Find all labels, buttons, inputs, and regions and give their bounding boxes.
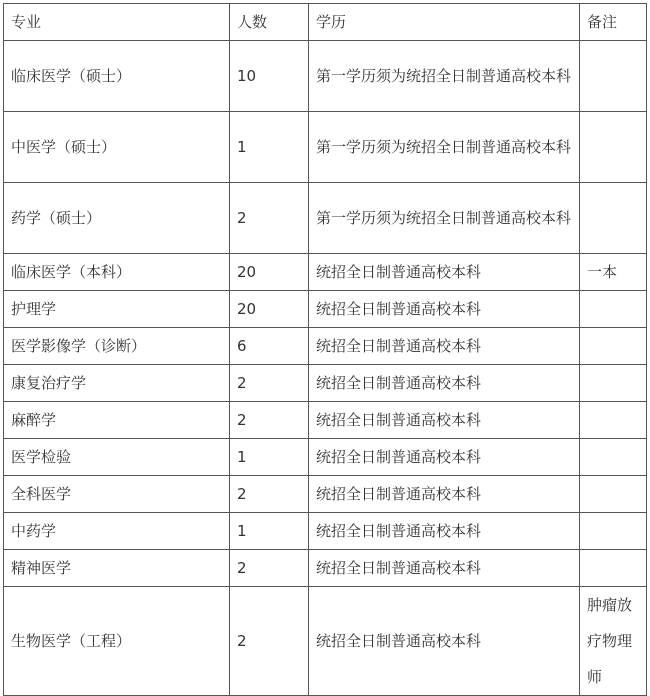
cell-education: 统招全日制普通高校本科 [309,587,580,696]
cell-major: 生物医学（工程） [4,587,230,696]
cell-count: 1 [230,439,309,476]
cell-education: 统招全日制普通高校本科 [309,291,580,328]
cell-count: 6 [230,328,309,365]
cell-remark [580,112,647,183]
cell-count: 2 [230,550,309,587]
cell-count: 2 [230,402,309,439]
cell-education: 统招全日制普通高校本科 [309,439,580,476]
cell-major: 临床医学（硕士） [4,41,230,112]
cell-count: 1 [230,513,309,550]
header-major: 专业 [4,4,230,41]
cell-count: 2 [230,183,309,254]
cell-count: 1 [230,112,309,183]
cell-major: 精神医学 [4,550,230,587]
cell-count: 2 [230,476,309,513]
table-row [4,112,647,183]
table-row [4,439,647,476]
cell-count: 20 [230,254,309,291]
header-education: 学历 [309,4,580,41]
cell-major: 全科医学 [4,476,230,513]
cell-education: 第一学历须为统招全日制普通高校本科 [309,41,580,112]
cell-count: 2 [230,587,309,696]
cell-education: 第一学历须为统招全日制普通高校本科 [309,183,580,254]
cell-education: 统招全日制普通高校本科 [309,254,580,291]
header-count: 人数 [230,4,309,41]
cell-major: 中药学 [4,513,230,550]
cell-remark [580,550,647,587]
cell-education: 统招全日制普通高校本科 [309,513,580,550]
cell-education: 统招全日制普通高校本科 [309,476,580,513]
cell-remark: 一本 [580,254,647,291]
cell-remark [580,365,647,402]
cell-education: 第一学历须为统招全日制普通高校本科 [309,112,580,183]
table-row [4,41,647,112]
cell-education: 统招全日制普通高校本科 [309,402,580,439]
cell-major: 医学检验 [4,439,230,476]
table-row [4,476,647,513]
table-row [4,550,647,587]
cell-remark [580,328,647,365]
cell-remark [580,439,647,476]
cell-education: 统招全日制普通高校本科 [309,365,580,402]
recruitment-table [3,3,647,696]
table-row [4,402,647,439]
cell-major: 中医学（硕士） [4,112,230,183]
cell-count: 2 [230,365,309,402]
header-remark: 备注 [580,4,647,41]
cell-major: 临床医学（本科） [4,254,230,291]
cell-major: 药学（硕士） [4,183,230,254]
cell-education: 统招全日制普通高校本科 [309,550,580,587]
cell-remark: 肿瘤放疗物理师 [580,587,647,696]
cell-remark [580,402,647,439]
cell-remark [580,513,647,550]
cell-major: 康复治疗学 [4,365,230,402]
cell-education: 统招全日制普通高校本科 [309,328,580,365]
table-header-row [4,4,647,41]
table-row [4,328,647,365]
cell-major: 护理学 [4,291,230,328]
table-row [4,365,647,402]
table-row [4,183,647,254]
cell-major: 医学影像学（诊断） [4,328,230,365]
table-row [4,291,647,328]
cell-remark [580,476,647,513]
cell-remark [580,291,647,328]
cell-remark [580,41,647,112]
table-row [4,587,647,696]
cell-count: 10 [230,41,309,112]
table-row [4,513,647,550]
cell-major: 麻醉学 [4,402,230,439]
table-row [4,254,647,291]
cell-remark [580,183,647,254]
cell-count: 20 [230,291,309,328]
